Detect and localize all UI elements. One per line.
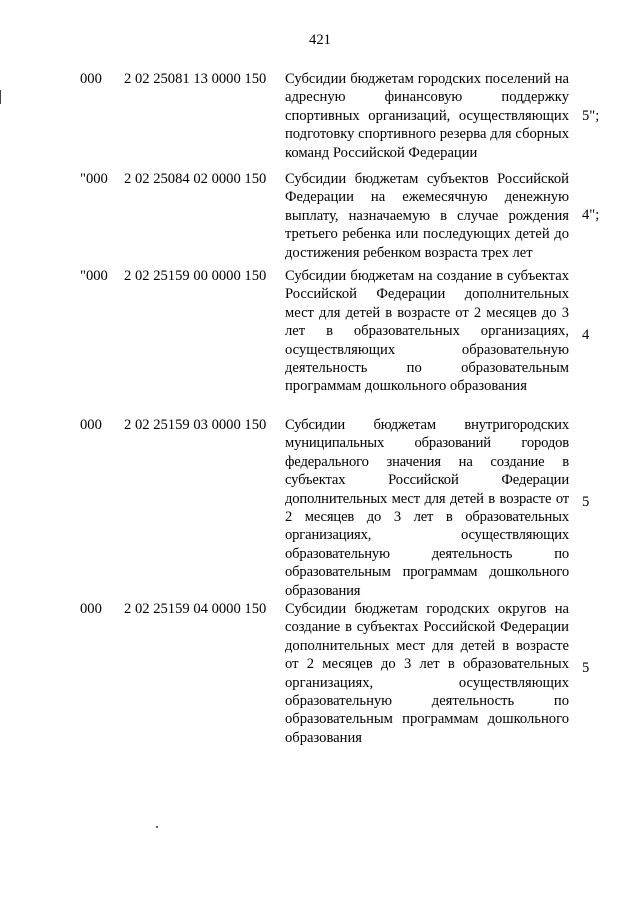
row-amount: 5 [582,660,590,676]
row-amount: 4 [582,327,590,343]
budget-classification-code: 2 02 25081 13 0000 150 [124,71,267,87]
row-description: Субсидии бюджетам на создание в субъектах Российской Федерации дополнительных мест для детей в возрасте от 2 месяцев до 3 лет в образовательных организациях, осуществляющих образовательную деятельность по образовательным программам дошкольного образования [285,268,569,395]
admin-code: 000 [80,417,102,433]
row-description: Субсидии бюджетам городских поселений на адресную финансовую поддержку спортивных организаций, осуществляющих подготовку спортивного резерва для сборных команд Российской Федерации [285,71,569,161]
budget-classification-code: 2 02 25159 00 0000 150 [124,268,267,284]
row-amount: 5"; [582,108,600,124]
budget-classification-code: 2 02 25159 04 0000 150 [124,601,267,617]
budget-classification-code: 2 02 25159 03 0000 150 [124,417,267,433]
row-description: Субсидии бюджетам субъектов Российской Федерации на ежемесячную денежную выплату, назначаемую в случае рождения третьего ребенка или последующих детей до достижения ребенком возраста трех лет [285,171,569,261]
row-amount: 4"; [582,207,600,223]
budget-classification-code: 2 02 25084 02 0000 150 [124,171,267,187]
left-margin-mark [0,90,1,104]
page-number: 421 [309,32,331,48]
scan-speck [156,826,158,828]
admin-code: "000 [80,268,108,284]
row-description: Субсидии бюджетам внутригородских муниципальных образований городов федерального значения на создание в субъектах Российской Федерации дополнительных мест для детей в возрасте от 2 месяцев до 3 лет в образовательных организациях, осуществляющих образовательную деятельность по образовательным программам дошкольного образования [285,417,569,599]
admin-code: 000 [80,71,102,87]
row-description: Субсидии бюджетам городских округов на создание в субъектах Российской Федерации дополнительных мест для детей в возрасте от 2 месяцев до 3 лет в образовательных организациях, осуществляющих образовательную деятельность по образовательным программам дошкольного образования [285,601,569,746]
admin-code: 000 [80,601,102,617]
row-amount: 5 [582,494,590,510]
admin-code: "000 [80,171,108,187]
